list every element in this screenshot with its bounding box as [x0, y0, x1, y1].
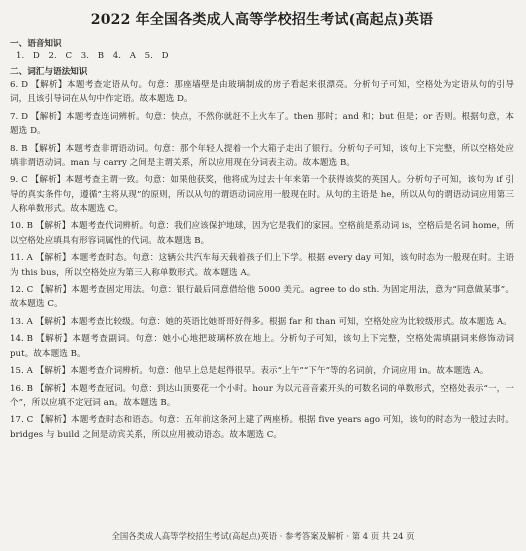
answer-number: 8. B — [10, 143, 28, 154]
answer-number: 17. C — [10, 415, 34, 426]
answer-item — [10, 219, 514, 248]
answer-number: 9. C — [10, 175, 28, 186]
answer-explanation: 【解析】本题考查冠词。句意：到达山顶要花一个小时。hour 为以元音音素开头的可数名词的单数形式，空格处表示“一，一个”，所以应填不定冠词 an。故本题选 B。 — [10, 383, 514, 408]
page-footer: 全国各类成人高等学校招生考试(高起点)英语 · 参考答案及解析 · 第 4 页 共 24 页 — [111, 531, 415, 541]
answer-item — [10, 251, 514, 280]
page-title: 2022 年全国各类成人高等学校招生考试(高起点)英语 — [90, 12, 434, 28]
answer-number: 12. C — [10, 284, 34, 295]
answer-list — [10, 78, 514, 442]
answer-explanation: 【解析】本题考查时态。句意：这辆公共汽车每天载着孩子们上下学。根据 every day 可知，该句时态为一般现在时。主语为 this bus，所以空格处应为第三人称单数形式。故本题选 A。 — [10, 253, 514, 278]
answer-explanation: 【解析】本题考查代词辨析。句意：我们应该保护地球，因为它是我们的家园。空格前是系动词 is，空格后是名词 home，所以空格处应填具有形容词属性的代词。故本题选 B。 — [10, 221, 514, 246]
answer-explanation: 【解析】本题考查固定用法。句意：银行最后同意借给他 5000 美元。agree to do sth. 为固定用法，意为“同意做某事”。故本题选 C。 — [10, 284, 514, 310]
answer-item — [10, 78, 514, 107]
answer-item — [10, 110, 514, 139]
answer-explanation: 【解析】本题考查主谓一致。句意：如果他获奖，他将成为过去十年来第一个获得该奖的英国人。分析句子可知，该句为 if 引导的真实条件句，遵循“主将从现”的原则，所以从句的谓语动词应用一般现在时。从句的主语是 he，所以从句的谓语动词应用第三人称单数形式。故本题选 C。 — [10, 175, 514, 214]
answer-item — [10, 173, 514, 216]
answer-item — [10, 413, 514, 442]
answer-number: 10. B — [10, 221, 33, 232]
section-heading-phonetics: 一、语音知识 — [10, 39, 62, 49]
answer-explanation: 【解析】本题考查副词。句意：她小心地把玻璃杯放在地上。分析句子可知，该句上下完整，空格处需填副词来修饰动词 put。故本题选 B。 — [10, 334, 514, 359]
answer-explanation: 【解析】本题考查非谓语动词。句意：那个年轻人提着一个大箱子走出了银行。分析句子可知，该句上下完整，所以空格处应填非谓语动词。man 与 carry 之间是主谓关系，所以应用现在分词表主动。故本题选 B。 — [10, 143, 514, 168]
answer-explanation: 【解析】本题考查时态和语态。句意：五年前这条河上建了两座桥。根据 five years ago 可知，该句的时态为一般过去时。bridges 与 build 之间是动宾关系，所以应用被动语态。故本题选 C。 — [10, 415, 514, 440]
answer-item — [10, 315, 514, 329]
answer-explanation: 【解析】本题考查定语从句。句意：那座墙壁是由玻璃制成的房子看起来很漂亮。分析句子可知，空格处为定语从句的引导词，且该引导词在从句中作定语。故本题选 D。 — [10, 80, 514, 105]
answer-item — [10, 332, 514, 361]
answer-number: 15. A — [10, 366, 33, 377]
answer-number: 13. A — [10, 316, 33, 327]
answer-number: 6. D — [10, 80, 29, 90]
answer-item — [10, 364, 514, 378]
answer-explanation: 【解析】本题考查连词辨析。句意：快点，不然你就赶不上火车了。then 那时；and 和；but 但是；or 否则。根据句意，本题选 D。 — [10, 111, 514, 137]
section-heading-vocab: 二、词汇与语法知识 — [10, 67, 88, 77]
answer-explanation: 【解析】本题考查比较级。句意：她的英语比她哥哥好得多。根据 far 和 than 可知，空格处应为比较级形式。故本题选 A。 — [35, 316, 512, 327]
answer-item — [10, 283, 514, 312]
answer-number: 7. D — [10, 111, 29, 122]
answer-number: 16. B — [10, 383, 33, 394]
phonetics-answers: 1. D 2. C 3. B 4. A 5. D — [16, 51, 169, 61]
answer-item — [10, 382, 514, 411]
answer-number: 11. A — [10, 253, 33, 264]
answer-explanation: 【解析】本题考查介词辨析。句意：他早上总是起得很早。表示“上午”“下午”等的名词前，介词应用 in。故本题选 A。 — [35, 366, 489, 377]
answer-number: 14. B — [10, 334, 33, 345]
answer-item — [10, 142, 514, 171]
